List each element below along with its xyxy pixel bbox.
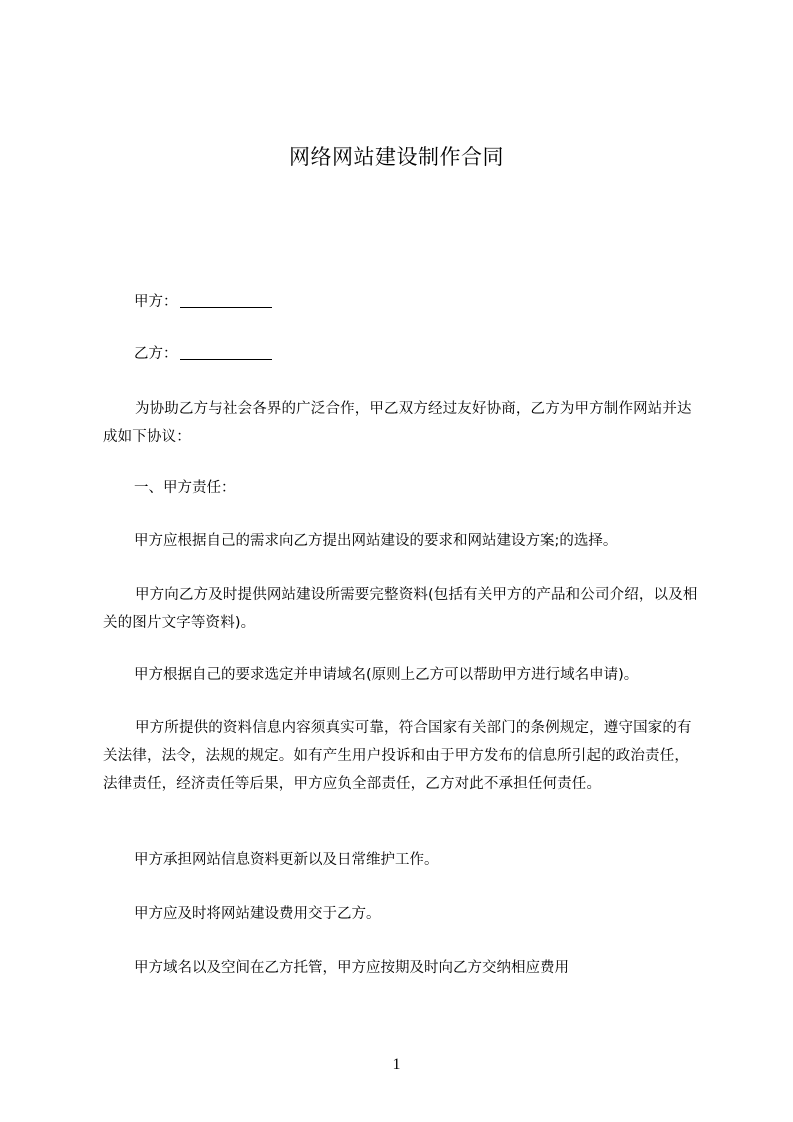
clause-7: 甲方域名以及空间在乙方托管，甲方应按期及时向乙方交纳相应费用 xyxy=(134,960,569,976)
clause-1: 甲方应根据自己的需求向乙方提出网站建设的要求和网站建设方案;的选择。 xyxy=(134,533,618,549)
document-title: 网络网站建设制作合同 xyxy=(289,145,504,169)
clause-6: 甲方应及时将网站建设费用交于乙方。 xyxy=(134,906,381,922)
party-b-label: 乙方： xyxy=(134,346,178,362)
party-a-blank xyxy=(180,289,272,308)
party-b-line xyxy=(134,340,272,368)
page-number: 1 xyxy=(392,1056,401,1073)
party-a-line xyxy=(134,288,272,316)
clause-4: 甲方所提供的资料信息内容须真实可靠，符合国家有关部门的条例规定，遵守国家的有关法律，法令，法规的规定。如有产生用户投诉和由于甲方发布的信息所引起的政治责任，法律责任，经济责任等后果，甲方应负全部责任，乙方对此不承担任何责任。 xyxy=(103,720,692,792)
preamble-paragraph: 为协助乙方与社会各界的广泛合作，甲乙双方经过友好协商，乙方为甲方制作网站并达成如下协议： xyxy=(103,401,692,445)
section-1-heading: 一、甲方责任： xyxy=(134,480,236,496)
clause-5: 甲方承担网站信息资料更新以及日常维护工作。 xyxy=(134,852,439,868)
party-b-blank xyxy=(180,341,272,360)
clause-3: 甲方根据自己的要求选定并申请域名(原则上乙方可以帮助甲方进行域名申请)。 xyxy=(134,667,639,683)
party-a-label: 甲方： xyxy=(134,294,178,310)
clause-2: 甲方向乙方及时提供网站建设所需要完整资料(包括有关甲方的产品和公司介绍，以及相关的图片文字等资料)。 xyxy=(103,587,698,631)
